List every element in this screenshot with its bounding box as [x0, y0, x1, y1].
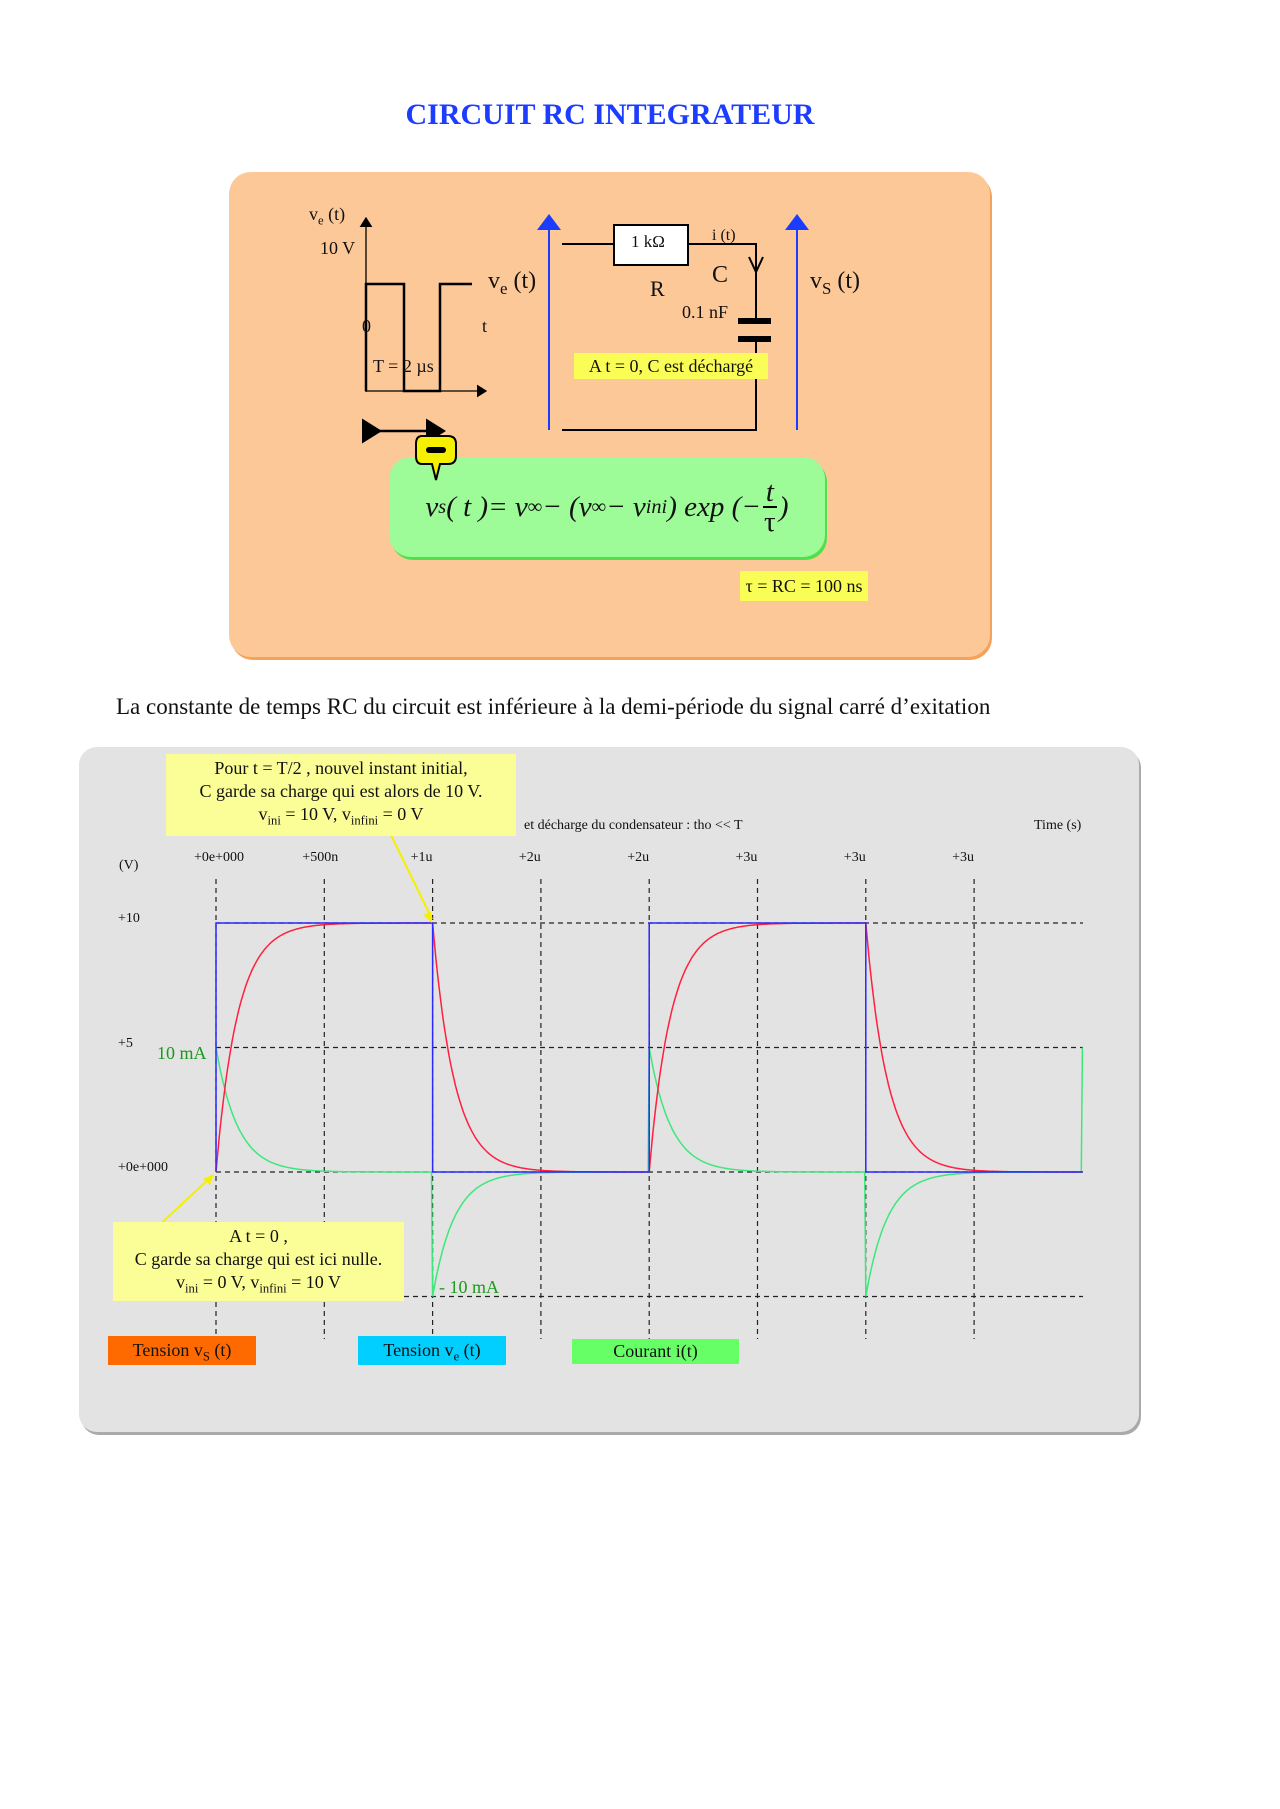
initial-condition-note: A t = 0, C est déchargé [574, 353, 768, 379]
half-period-arrowhead [423, 912, 432, 923]
x-tick-label: +2u [518, 850, 541, 865]
page-title: CIRCUIT RC INTEGRATEUR [405, 98, 815, 131]
x-tick-label: +1u [410, 850, 433, 865]
input-voltage-label: $v_e$ (t) [488, 268, 537, 298]
legend-current: Courant i(t) [572, 1339, 739, 1364]
x-tick-label: +500n [302, 850, 339, 865]
y-tick-label: +0e+000 [118, 1160, 169, 1175]
y-tick-label: +5 [118, 1035, 133, 1051]
legend-vs: Tension $v_S$ (t) [108, 1336, 256, 1365]
half-period-note: Pour t = T/2 , nouvel instant initial, C garde sa charge qui est alors de 10 V. $v_{ini} = 10$ V, $v_{infini} = 0$ V [166, 754, 516, 836]
waveform-level: 10 V [320, 238, 356, 258]
waveform-period: T = 2 µs [373, 356, 434, 376]
fraction: $\frac{t}{\tau}$ [764, 476, 776, 538]
half-period-arrow [390, 833, 432, 919]
chart-title: et décharge du condensateur : tho << T [524, 818, 743, 833]
x-tick-label: +0e+000 [194, 850, 245, 865]
resistor-label: R [650, 276, 665, 301]
waveform-axis-label: $v_e$ (t) [309, 204, 346, 228]
formula-box: v s ( t ) = v ∞ − (v ∞ − v ini ) exp (− $\frac{t}{\tau}$ ) [389, 457, 825, 557]
waveform-origin: 0 [362, 316, 371, 336]
current-minus-label: - 10 mA [439, 1277, 499, 1297]
y-tick-label: +10 [118, 911, 140, 926]
x-axis-label: Time (s) [1034, 818, 1082, 833]
x-tick-label: +2u [627, 850, 650, 865]
capacitor-value: 0.1 nF [682, 302, 729, 322]
current-label: i (t) [712, 227, 736, 244]
capacitor-plate-bottom [738, 336, 771, 342]
resistor-value: 1 kΩ [631, 232, 665, 251]
current-plus-label: 10 mA [157, 1043, 207, 1063]
square-wave-sketch [366, 222, 482, 431]
output-voltage-label: $v_S$ (t) [810, 268, 860, 298]
legend-ve: Tension $v_e$ (t) [358, 1336, 506, 1365]
x-tick-label: +3u [735, 850, 758, 865]
x-tick-label: +3u [843, 850, 866, 865]
y-axis-label: (V) [119, 858, 139, 873]
capacitor-label: C [712, 262, 729, 288]
circuit-drawing [0, 0, 1280, 700]
waveform-t-label: t [482, 316, 488, 336]
start-note: A t = 0 , C garde sa charge qui est ici nulle. $v_{ini} = 0$ V, $v_{infini} = 10$ V [113, 1222, 404, 1301]
comment-icon [414, 434, 458, 482]
description-text: La constante de temps RC du circuit est inférieure à la demi-période du signal carré d’exitation [116, 694, 991, 719]
chart [0, 740, 1280, 1440]
capacitor-plate-top [738, 318, 771, 324]
rc-circuit [549, 222, 797, 430]
x-tick-label: +3u [952, 850, 974, 865]
tau-note: τ = RC = 100 ns [740, 571, 868, 601]
